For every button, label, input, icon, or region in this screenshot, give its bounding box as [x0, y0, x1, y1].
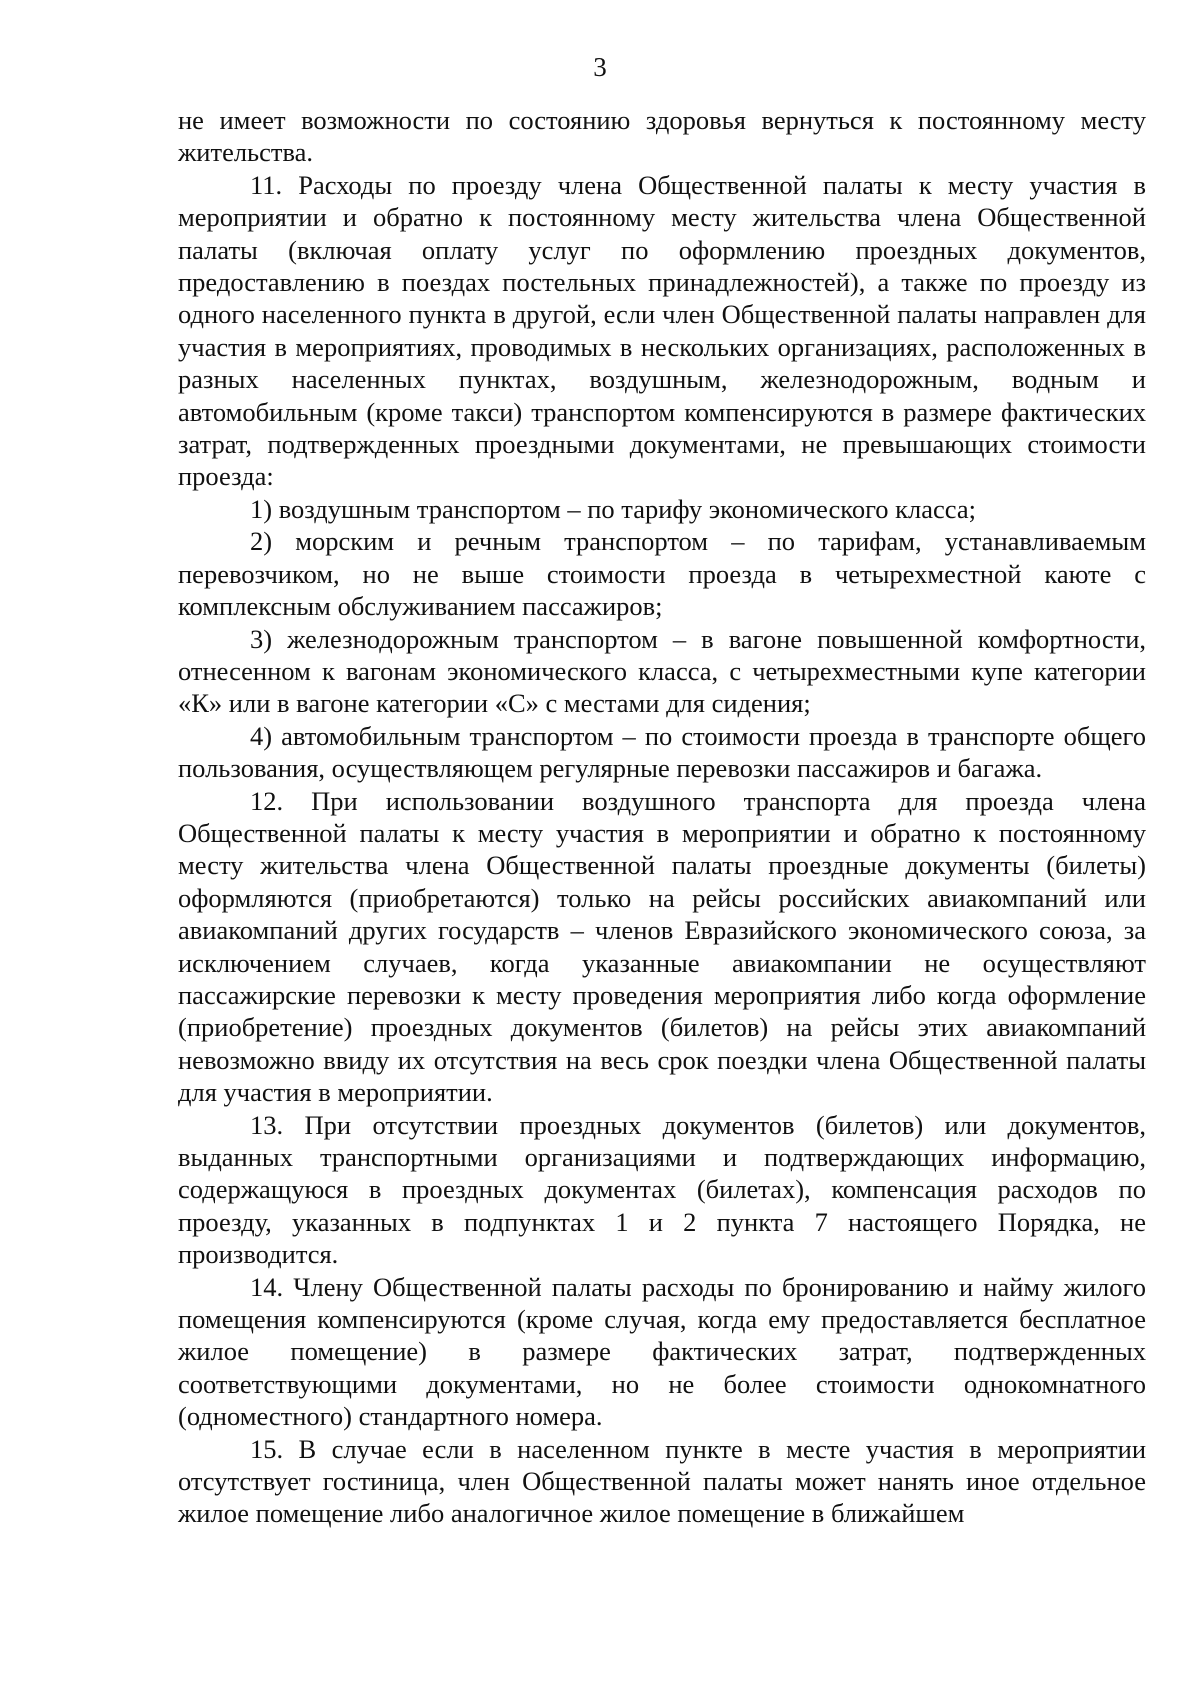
- paragraph-item-12: 12. При использовании воздушного транспорта для проезда члена Общественной палаты к месту участия в мероприятии и обратно к постоянному месту жительства члена Общественной палаты проездные документы (билеты) оформляются (приобретаются) только на рейсы российских авиакомпаний или авиакомпаний других государств – членов Евразийского экономического союза, за исключением случаев, когда указанные авиакомпании не осуществляют пассажирские перевозки к месту проведения мероприятия либо когда оформление (приобретение) проездных документов (билетов) на рейсы этих авиакомпаний невозможно ввиду их отсутствия на весь срок поездки члена Общественной палаты для участия в мероприятии.: [178, 785, 1146, 1108]
- paragraph-item-15: 15. В случае если в населенном пункте в месте участия в мероприятии отсутствует гостиница, член Общественной палаты может нанять иное отдельное жилое помещение либо аналогичное жилое помещение в ближайшем: [178, 1433, 1146, 1529]
- subitem-3-railway-transport: 3) железнодорожным транспортом – в вагоне повышенной комфортности, отнесенном к вагонам экономического класса, с четырехместными купе категории «К» или в вагоне категории «С» с местами для сидения;: [178, 623, 1146, 719]
- paragraph-item-11: 11. Расходы по проезду члена Общественной палаты к месту участия в мероприятии и обратно к постоянному месту жительства члена Общественной палаты (включая оплату услуг по оформлению проездных документов, предоставлению в поездах постельных принадлежностей), а также по проезду из одного населенного пункта в другой, если член Общественной палаты направлен для участия в мероприятиях, проводимых в нескольких организациях, расположенных в разных населенных пунктах, воздушным, железнодорожным, водным и автомобильным (кроме такси) транспортом компенсируются в размере фактических затрат, подтвержденных проездными документами, не превышающих стоимости проезда:: [178, 169, 1146, 492]
- subitem-4-road-transport: 4) автомобильным транспортом – по стоимости проезда в транспорте общего пользования, осуществляющем регулярные перевозки пассажиров и багажа.: [178, 720, 1146, 784]
- subitem-1-air-transport: 1) воздушным транспортом – по тарифу экономического класса;: [250, 493, 977, 524]
- page-number: 3: [593, 52, 607, 82]
- subitem-2-sea-river-transport: 2) морским и речным транспортом – по тарифам, устанавливаемым перевозчиком, но не выше стоимости проезда в четырехместной каюте с комплексным обслуживанием пассажиров;: [178, 526, 1146, 622]
- paragraph-item-14: 14. Члену Общественной палаты расходы по бронированию и найму жилого помещения компенсируются (кроме случая, когда ему предоставляется бесплатное жилое помещение) в размере фактических затрат, подтвержденных соответствующими документами, но не более стоимости однокомнатного (одноместного) стандартного номера.: [178, 1271, 1146, 1432]
- paragraph-continuation: не имеет возможности по состоянию здоровья вернуться к постоянному месту жительства.: [178, 105, 1146, 168]
- paragraph-item-13: 13. При отсутствии проездных документов (билетов) или документов, выданных транспортными организациями и подтверждающих информацию, содержащуюся в проездных документах (билетах), компенсация расходов по проезду, указанных в подпунктах 1 и 2 пункта 7 настоящего Порядка, не производится.: [178, 1109, 1146, 1270]
- document-body: [178, 104, 1146, 1530]
